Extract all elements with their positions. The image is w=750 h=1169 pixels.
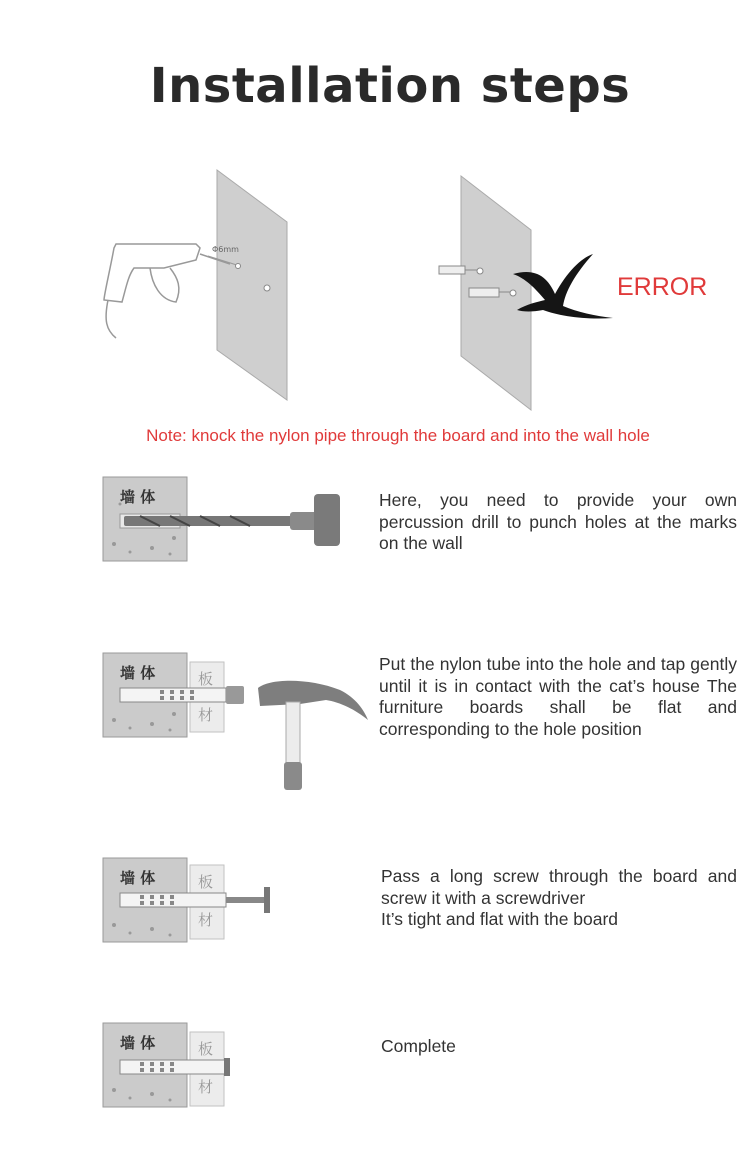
drill-icon [104, 244, 230, 338]
svg-text:墙 体: 墙 体 [120, 1034, 156, 1052]
step-1-illustration [100, 474, 350, 566]
nylon-anchor-icon [120, 686, 244, 704]
step-4-illustration [100, 1020, 240, 1112]
drilling-diagram [90, 160, 320, 410]
step-2-illustration [100, 650, 370, 795]
svg-text:墙 体: 墙 体 [120, 869, 156, 887]
page-title: Installation steps [149, 58, 631, 114]
step-1-text: Here, you need to provide your own percussion drill to punch holes at the marks on the wall [379, 490, 737, 553]
step-3-illustration [100, 855, 280, 947]
svg-text:板: 板 [198, 873, 214, 891]
svg-text:材: 材 [198, 1078, 214, 1096]
svg-text:板: 板 [198, 1040, 214, 1058]
installation-note: Note: knock the nylon pipe through the board and into the wall hole [146, 426, 650, 445]
hammer-icon [258, 681, 368, 790]
error-diagram [425, 170, 625, 415]
board-panel [217, 170, 287, 400]
drill-size-label: Φ6mm [212, 245, 239, 254]
wall-label: 墙 体 [120, 488, 156, 506]
svg-text:材: 材 [198, 911, 214, 929]
svg-text:材: 材 [198, 706, 214, 724]
installed-anchor-icon [120, 1058, 230, 1076]
step-3-text [381, 866, 737, 931]
svg-text:板: 板 [198, 670, 214, 688]
step-2-text: Put the nylon tube into the hole and tap gently until it is in contact with the cat’s house The furniture boards shall be flat and corresponding to the hole position [379, 654, 737, 739]
svg-text:墙 体: 墙 体 [120, 664, 156, 682]
step-3-line-2: It’s tight and flat with the board [381, 909, 619, 929]
error-label: ERROR [617, 273, 708, 301]
step-3-line-1: Pass a long screw through the board and screw it with a screwdriver [381, 866, 737, 908]
step-4-text: Complete [381, 1036, 456, 1056]
